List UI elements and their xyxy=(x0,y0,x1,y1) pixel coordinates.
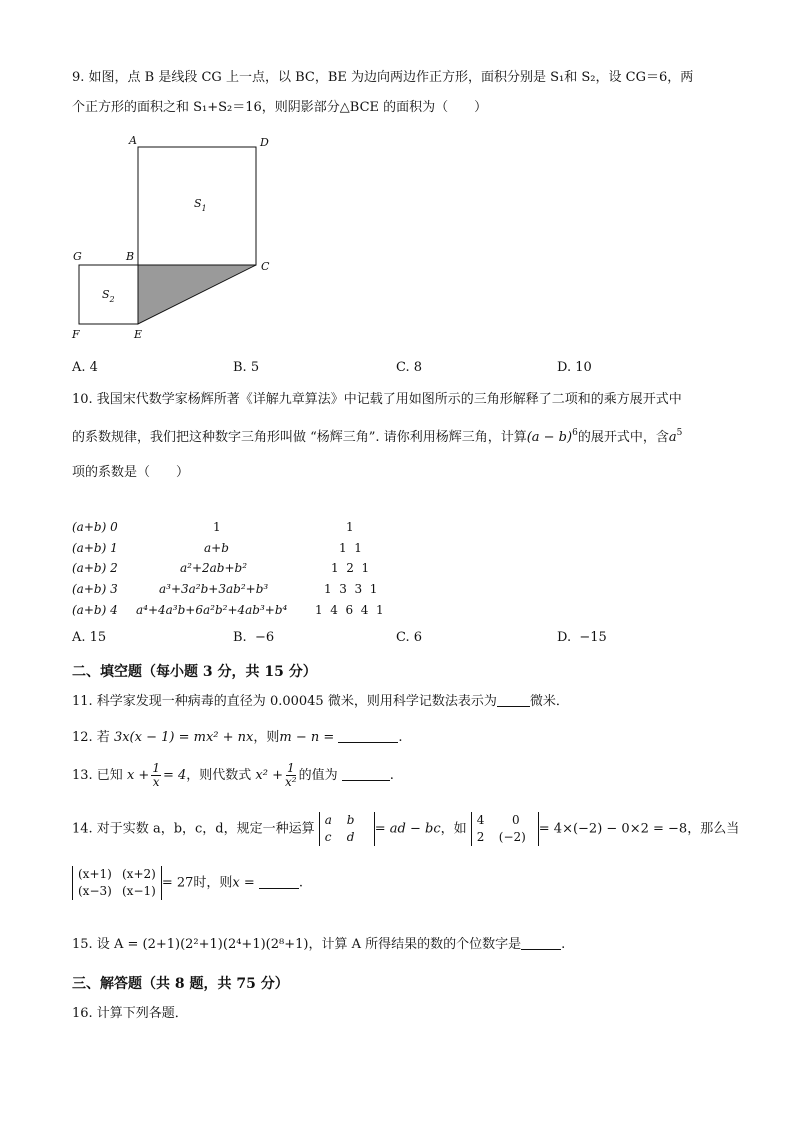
q9-line1: 9. 如图，点 B 是线段 CG 上一点，以 BC，BE 为边向两边作正方形，面积分别是 S₁和 S₂，设 CG＝6，两 xyxy=(72,70,694,85)
label-f: F xyxy=(72,328,80,341)
q14-determinant-example: 4 0 2 (−2) xyxy=(471,812,539,846)
q11-answer-blank[interactable] xyxy=(497,694,530,707)
q15-answer-blank[interactable] xyxy=(521,937,561,950)
q10-option-a: A. 15 xyxy=(72,630,107,645)
label-b: B xyxy=(126,250,135,263)
q9-option-a: A. 4 xyxy=(72,360,98,375)
triangle-power: (a+b) 2 xyxy=(72,561,118,575)
label-g: G xyxy=(73,250,82,263)
q12-answer-blank[interactable] xyxy=(338,730,398,743)
q9-option-d: D. 10 xyxy=(557,360,592,375)
q13-fraction-2: $\frac{1}{\text{x²}}$ xyxy=(284,761,297,789)
q13: 13. 已知 x + $\frac{1}{x}$ = 4，则代数式 x² + $\frac{1}{\text{x²}}$ 的值为 . xyxy=(72,761,394,789)
section-fill-in-heading: 二、填空题（每小题 3 分，共 15 分） xyxy=(72,664,317,680)
triangle-expansion: a⁴+4a³b+6a²b²+4ab³+b⁴ xyxy=(136,603,288,617)
q9-option-c: C. 8 xyxy=(396,360,423,375)
q14-line1: 14. 对于实数 a，b，c，d，规定一种运算 a b c d = ad − bc，如 4 0 2 (−2) = 4×(−2) − 0×2 = −8，那么当 xyxy=(72,813,740,844)
label-a: A xyxy=(129,134,137,147)
q14-line2: (x+1) (x+2) (x−3) (x−1) = 27时，则x = . xyxy=(72,866,303,900)
q12: 12. 若 3x(x − 1) = mx² + nx，则m − n = . xyxy=(72,730,403,745)
label-d: D xyxy=(260,136,269,149)
q9-option-b: B. 5 xyxy=(233,360,260,375)
triangle-expansion: a²+2ab+b² xyxy=(180,561,248,575)
q13-fraction: $\frac{1}{x}$ xyxy=(152,761,160,789)
triangle-power: (a+b) 1 xyxy=(72,541,118,555)
triangle-coeffs: 1 2 1 xyxy=(331,561,370,575)
label-s2: $S_2$ xyxy=(102,288,115,304)
label-c: C xyxy=(261,260,270,273)
section-solution-heading: 三、解答题（共 8 题，共 75 分） xyxy=(72,976,289,992)
q10-option-d: D. −15 xyxy=(557,630,607,645)
q10-expr: (a − b) xyxy=(526,430,573,445)
triangle-expansion: a³+3a²b+3ab²+b³ xyxy=(159,582,269,596)
q9-figure xyxy=(66,130,286,345)
triangle-expansion: a+b xyxy=(204,541,229,555)
label-e: E xyxy=(134,328,143,341)
triangle-coeffs: 1 1 xyxy=(339,541,362,555)
q14-answer-blank[interactable] xyxy=(259,876,299,889)
triangle-power: (a+b) 4 xyxy=(72,603,118,617)
q11: 11. 科学家发现一种病毒的直径为 0.00045 微米，则用科学记数法表示为 微米． xyxy=(72,694,569,709)
q13-answer-blank[interactable] xyxy=(342,768,390,781)
q10-option-b: B. −6 xyxy=(233,630,275,645)
q14-determinant-abcd: a b c d xyxy=(319,812,375,846)
triangle-power: (a+b) 0 xyxy=(72,520,118,534)
triangle-coeffs: 1 3 3 1 xyxy=(324,582,378,596)
shaded-triangle-bce xyxy=(138,265,256,324)
q10-line3: 项的系数是（ ） xyxy=(72,465,190,480)
q14-determinant-x: (x+1) (x+2) (x−3) (x−1) xyxy=(72,866,162,900)
triangle-coeffs: 1 xyxy=(346,520,354,534)
q10-line1: 10. 我国宋代数学家杨辉所著《详解九章算法》中记载了用如图所示的三角形解释了二项和的乘方展开式中 xyxy=(72,392,682,407)
triangle-expansion: 1 xyxy=(213,520,221,534)
q15: 15. 设 A = (2+1)(2²+1)(2⁴+1)(2⁸+1)，计算 A 所得结果的数的个位数字是 . xyxy=(72,937,566,952)
triangle-coeffs: 1 4 6 4 1 xyxy=(315,603,384,617)
label-s1: $S_1$ xyxy=(194,197,207,213)
q16: 16. 计算下列各题． xyxy=(72,1006,188,1021)
q9-line2: 个正方形的面积之和 S₁+S₂＝16，则阴影部分△BCE 的面积为（ ） xyxy=(72,100,488,115)
triangle-power: (a+b) 3 xyxy=(72,582,118,596)
q10-line2: 的系数规律，我们把这种数字三角形叫做 “杨辉三角”. 请你利用杨辉三角，计算$(a - b)^6$的展开式中，含$a^5$ xyxy=(72,428,683,445)
q10-option-c: C. 6 xyxy=(396,630,423,645)
